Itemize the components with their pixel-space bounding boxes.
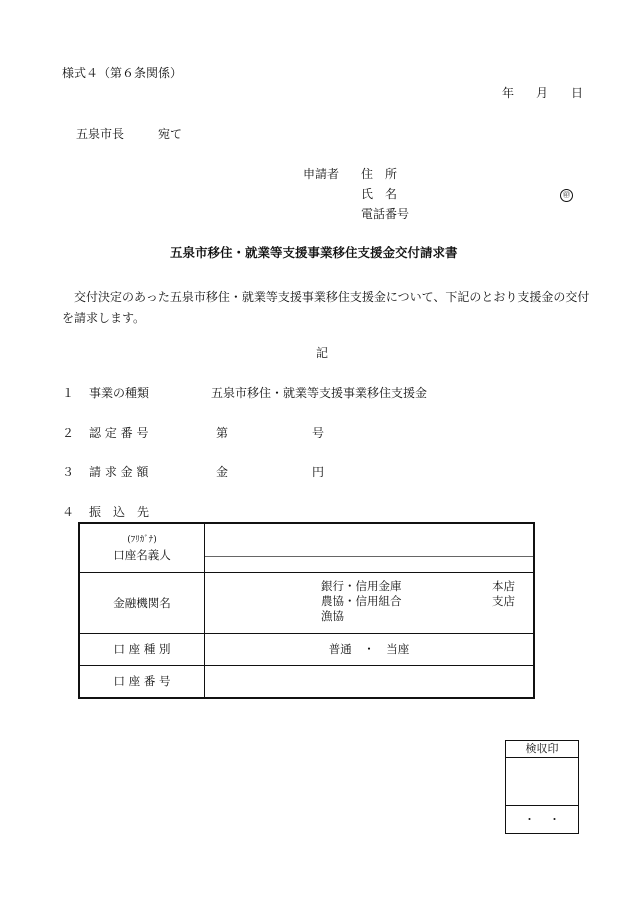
applicant-name-label: 氏 名 xyxy=(361,187,398,201)
institution-type-bank: 銀行・信用金庫 xyxy=(321,579,402,593)
institution-row xyxy=(79,572,534,633)
applicant-label: 申請者 xyxy=(303,167,340,181)
ki-heading: 記 xyxy=(316,346,329,360)
item-2-number: ２ xyxy=(62,426,75,440)
account-holder-row xyxy=(79,523,534,572)
account-holder-field[interactable] xyxy=(205,523,535,572)
inspection-stamp-label: 検収印 xyxy=(506,741,578,758)
addressee-mayor: 五泉市長 xyxy=(76,127,125,141)
body-paragraph: 交付決定のあった五泉市移住・就業等支援事業移住支援金について、下記のとおり支援金の交付を請求します。 xyxy=(62,290,590,325)
account-number-field[interactable] xyxy=(205,665,535,698)
furigana-label: (ﾌﾘｶﾞﾅ) xyxy=(127,534,157,545)
seal-icon: ㊞ xyxy=(560,189,573,202)
furigana-field[interactable] xyxy=(205,538,533,557)
item-1-label: 事業の種類 xyxy=(89,386,150,400)
item-4-number: ４ xyxy=(62,505,75,519)
institution-type-fishery: 漁協 xyxy=(321,609,344,623)
inspection-stamp-box xyxy=(505,740,579,834)
institution-options xyxy=(205,576,533,629)
item-2-label: 認 定 番 号 xyxy=(89,426,149,440)
account-type-row xyxy=(79,633,534,665)
item-3-suffix: 円 xyxy=(312,465,325,479)
bank-transfer-table xyxy=(78,522,535,699)
item-2-prefix: 第 xyxy=(216,426,229,440)
item-2-suffix: 号 xyxy=(312,426,325,440)
item-4-label: 振 込 先 xyxy=(89,505,150,519)
item-1-number: １ xyxy=(62,386,75,400)
document-title: 五泉市移住・就業等支援事業移住支援金交付請求書 xyxy=(170,245,458,260)
inspection-stamp-date: ・・ xyxy=(524,813,574,826)
item-3-number: ３ xyxy=(62,465,75,479)
item-3-label: 請 求 金 額 xyxy=(89,465,149,479)
addressee-suffix: 宛て xyxy=(158,127,183,141)
date-month-label: 月 xyxy=(536,86,549,100)
account-number-label: 口 座 番 号 xyxy=(79,665,205,698)
institution-type-ja: 農協・信用組合 xyxy=(321,594,402,608)
institution-label: 金融機関名 xyxy=(79,572,205,633)
account-type-label: 口 座 種 別 xyxy=(79,633,205,665)
account-type-options[interactable]: 普通 ・ 当座 xyxy=(205,633,535,665)
institution-field[interactable] xyxy=(205,572,535,633)
account-holder-label-cell xyxy=(79,523,205,572)
applicant-phone-label: 電話番号 xyxy=(361,207,410,221)
item-3-prefix: 金 xyxy=(216,465,229,479)
seal-mark xyxy=(560,186,573,202)
branch-type-head: 本店 xyxy=(492,579,515,593)
item-1-value: 五泉市移住・就業等支援事業移住支援金 xyxy=(211,386,428,400)
style-number: 様式４（第６条関係） xyxy=(62,66,183,80)
branch-type-branch: 支店 xyxy=(492,594,515,608)
date-year-label: 年 xyxy=(502,86,515,100)
inspection-stamp-area[interactable] xyxy=(506,758,578,806)
date-day-label: 日 xyxy=(571,86,584,100)
account-holder-label: 口座名義人 xyxy=(113,547,171,562)
account-number-row xyxy=(79,665,534,698)
applicant-address-label: 住 所 xyxy=(361,167,398,181)
